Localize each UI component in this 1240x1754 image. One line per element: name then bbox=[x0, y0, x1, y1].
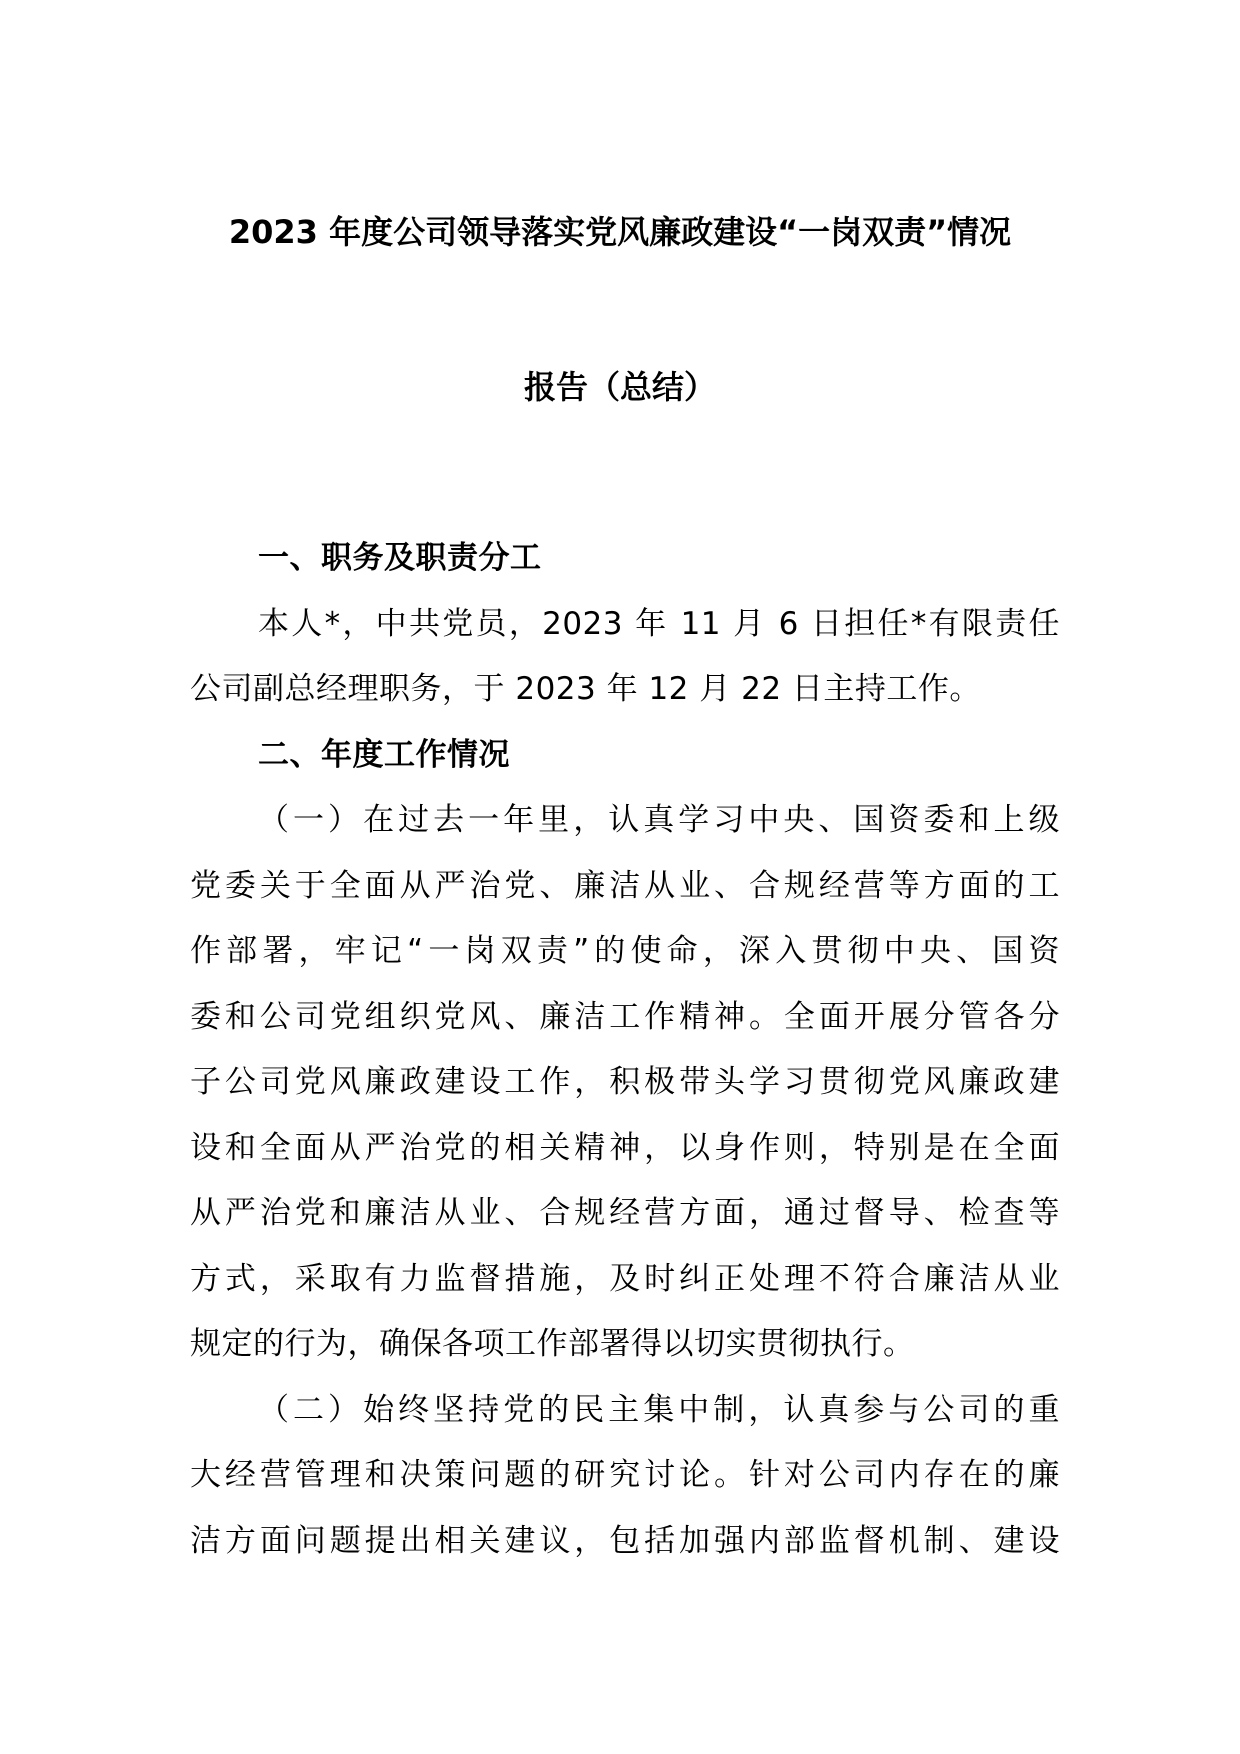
document-title-line-2: 报告（总结） bbox=[523, 368, 716, 406]
paragraph-line: 子公司党风廉政建设工作，积极带头学习贯彻党风廉政建 bbox=[190, 1064, 1060, 1100]
section-heading-2: 二、年度工作情况 bbox=[258, 736, 510, 773]
paragraph-line: 大经营管理和决策问题的研究讨论。针对公司内存在的廉 bbox=[190, 1457, 1060, 1493]
document-title-line-1: 2023 年度公司领导落实党风廉政建设“一岗双责”情况 bbox=[228, 213, 1012, 251]
section-heading-1: 一、职务及职责分工 bbox=[258, 540, 542, 576]
section2-paragraph-2 bbox=[190, 1378, 1060, 1575]
paragraph-line: 规定的行为，确保各项工作部署得以切实贯彻执行。 bbox=[190, 1326, 915, 1362]
section1-paragraph bbox=[190, 592, 1060, 723]
paragraph-line: 公司副总经理职务，于 2023 年 12 月 22 日主持工作。 bbox=[190, 671, 981, 707]
paragraph-line: （二）始终坚持党的民主集中制，认真参与公司的重 bbox=[258, 1391, 1060, 1428]
paragraph-line: 方式，采取有力监督措施，及时纠正处理不符合廉洁从业 bbox=[190, 1260, 1060, 1297]
paragraph-line: 作部署，牢记“一岗双责”的使命，深入贯彻中央、国资 bbox=[190, 933, 1060, 969]
paragraph-line: 党委关于全面从严治党、廉洁从业、合规经营等方面的工 bbox=[190, 867, 1060, 904]
paragraph-line: 洁方面问题提出相关建议，包括加强内部监督机制、建设 bbox=[190, 1522, 1060, 1559]
paragraph-line: 委和公司党组织党风、廉洁工作精神。全面开展分管各分 bbox=[190, 998, 1060, 1035]
paragraph-line: 设和全面从严治党的相关精神，以身作则，特别是在全面 bbox=[190, 1129, 1060, 1166]
paragraph-line: （一）在过去一年里，认真学习中央、国资委和上级 bbox=[258, 802, 1060, 838]
document-body bbox=[190, 526, 1060, 1574]
paragraph-line: 本人*，中共党员，2023 年 11 月 6 日担任*有限责任 bbox=[258, 605, 1060, 642]
paragraph-line: 从严治党和廉洁从业、合规经营方面，通过督导、检查等 bbox=[190, 1195, 1060, 1231]
section2-paragraph-1 bbox=[190, 788, 1060, 1378]
